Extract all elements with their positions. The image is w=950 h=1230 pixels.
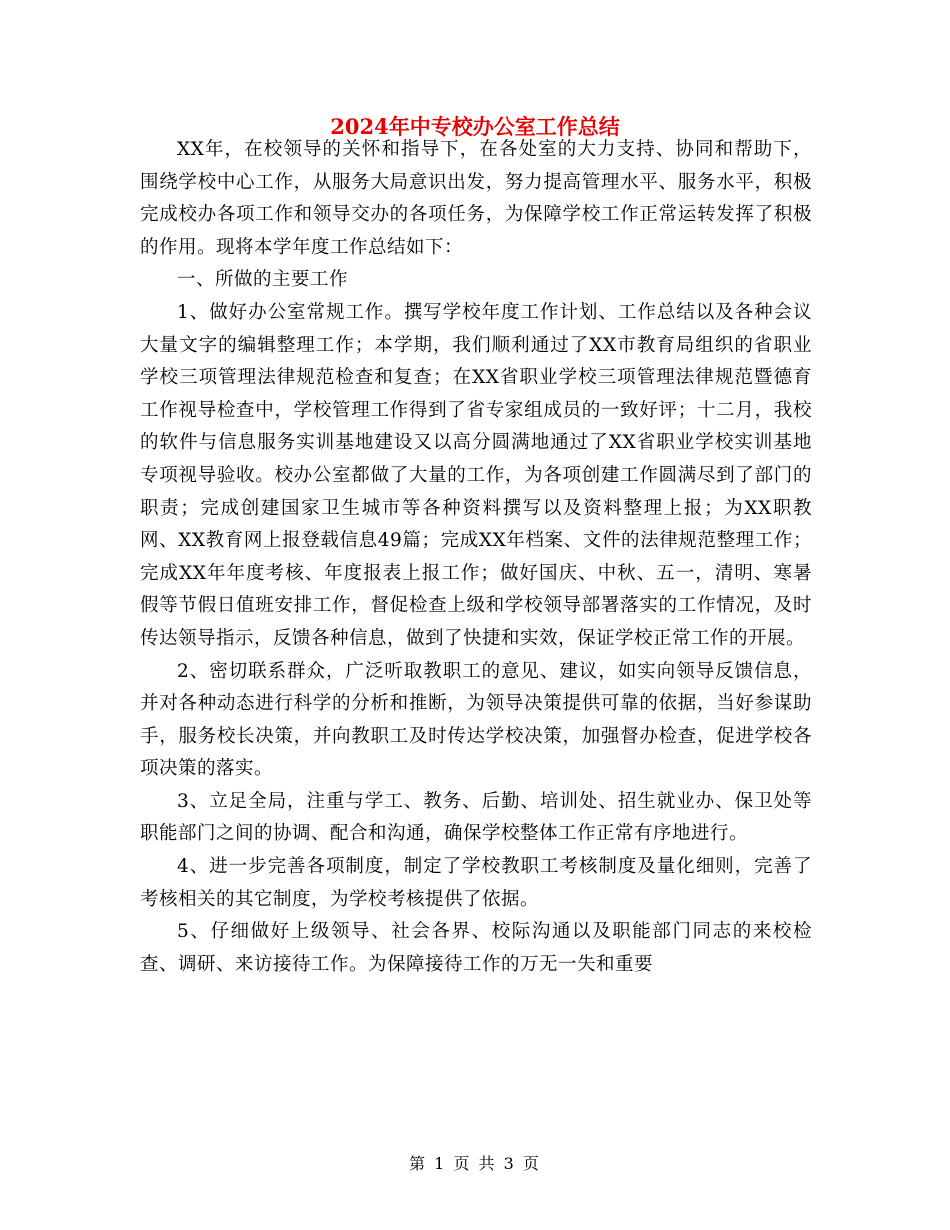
document-title: 2024年中专校办公室工作总结 [330, 114, 620, 139]
paragraph-item-4: 4、进一步完善各项制度，制定了学校教职工考核制度及量化细则，完善了考核相关的其它制度，为学校考核提供了依据。 [140, 856, 812, 910]
page-footer: 第 1 页 共 3 页 [409, 1154, 541, 1173]
paragraph-intro: XX年，在校领导的关怀和指导下，在各处室的大力支持、协同和帮助下，围绕学校中心工作，从服务大局意识出发，努力提高管理水平、服务水平，积极完成校办各项工作和领导交办的各项任务，为保障学校工作正常运转发挥了积极的作用。现将本学年度工作总结如下： [140, 139, 812, 258]
paragraph-item-2: 2、密切联系群众，广泛听取教职工的意见、建议，如实向领导反馈信息，并对各种动态进行科学的分析和推断，为领导决策提供可靠的依据，当好参谋助手，服务校长决策，并向教职工及时传达学校决策，加强督办检查，促进学校各项决策的落实。 [140, 660, 812, 780]
paragraph-item-5: 5、仔细做好上级领导、社会各界、校际沟通以及职能部门同志的来校检查、调研、来访接待工作。为保障接待工作的万无一失和重要 [140, 921, 812, 975]
paragraph-item-3: 3、立足全局，注重与学工、教务、后勤、培训处、招生就业办、保卫处等职能部门之间的协调、配合和沟通，确保学校整体工作正常有序地进行。 [140, 790, 812, 845]
paragraph-item-1: 1、做好办公室常规工作。撰写学校年度工作计划、工作总结以及各种会议大量文字的编辑整理工作；本学期，我们顺利通过了XX市教育局组织的省职业学校三项管理法律规范检查和复查；在XX省职业学校三项管理法律规范暨德育工作视导检查中，学校管理工作得到了省专家组成员的一致好评；十二月，我校的软件与信息服务实训基地建设又以高分圆满地通过了XX省职业学校实训基地专项视导验收。校办公室都做了大量的工作，为各项创建工作圆满尽到了部门的职责；完成创建国家卫生城市等各种资料撰写以及资料整理上报；为XX职教网、XX教育网上报登载信息49篇；完成XX年档案、文件的法律规范整理工作；完成XX年年度考核、年度报表上报工作；做好国庆、中秋、五一，清明、寒暑假等节假日值班安排工作，督促检查上级和学校领导部署落实的工作情况，及时传达领导指示，反馈各种信息，做到了快捷和实效，保证学校正常工作的开展。 [140, 301, 812, 649]
document-body [140, 134, 812, 981]
section-heading: 一、所做的主要工作 [177, 269, 349, 291]
